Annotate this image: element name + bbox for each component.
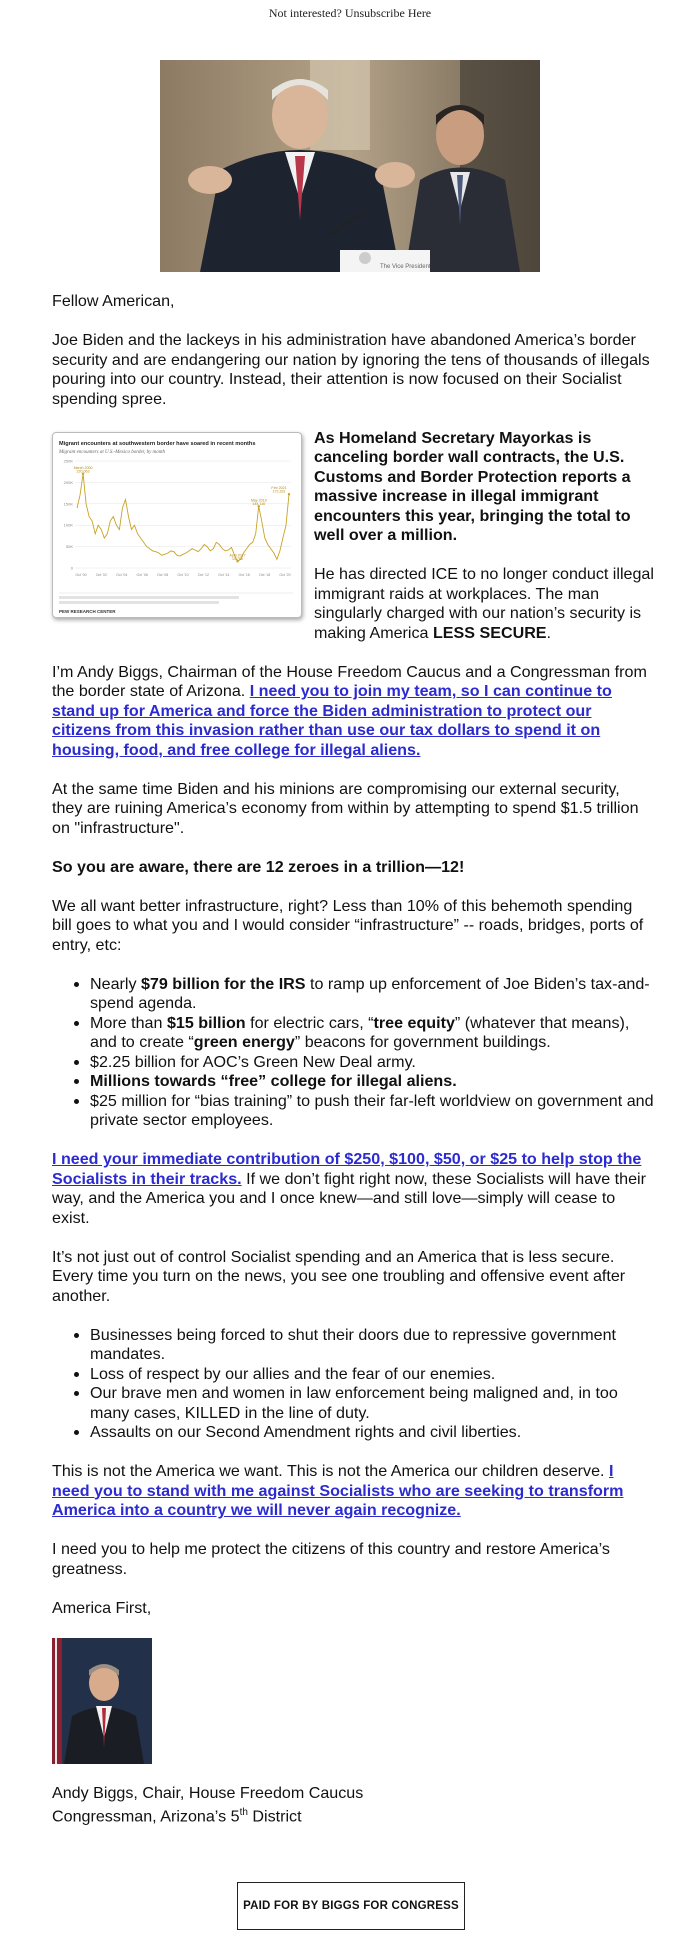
list-item-bold: $15 billion — [166, 1013, 246, 1032]
signature-title — [52, 1803, 654, 1827]
paid-for-text: PAID FOR BY BIGGS FOR CONGRESS — [243, 1900, 459, 1912]
x-tick-label: Oct '12 — [197, 572, 210, 577]
chart-plot-area — [64, 458, 291, 577]
portrait-image — [52, 1638, 152, 1764]
grievance-list — [52, 1326, 654, 1443]
chart-source: PEW RESEARCH CENTER — [59, 608, 116, 614]
x-tick-label: Oct '04 — [116, 572, 128, 577]
paragraph-stand-with-me — [52, 1462, 654, 1521]
paragraph-ice-end: . — [546, 623, 552, 642]
x-tick-label: Oct '08 — [156, 572, 169, 577]
list-item-bold: $79 billion for the IRS — [140, 974, 306, 993]
signature-photo — [52, 1638, 152, 1764]
chart-subtitle: Migrant encounters at U.S.-Mexico border, by month — [59, 449, 166, 455]
signature-title-text: Congressman, Arizona’s 5 — [52, 1807, 240, 1826]
list-item-bold: green energy — [193, 1033, 295, 1051]
signature-title-end: District — [247, 1807, 302, 1826]
y-tick-label: 50K — [65, 543, 73, 549]
list-item-text: More than — [90, 1013, 167, 1032]
unsubscribe-link[interactable]: Not interested? Unsubscribe Here — [268, 6, 432, 20]
x-tick-label: Oct '00 — [75, 572, 87, 577]
list-item: • $25 million for “bias training” to push their far-left worldview on government and private sector employees. — [90, 1092, 654, 1131]
list-item-text: ” (whatever that means), and to create “ — [90, 1013, 630, 1051]
x-tick-label: Oct '14 — [218, 572, 230, 577]
paragraph-biggs-text: I’m Andy Biggs, Chairman of the House Freedom Caucus and a Congressman from the border state of Arizona. — [52, 662, 647, 700]
list-item-text: ” beacons for government buildings. — [294, 1033, 551, 1051]
chart-series-line — [77, 473, 289, 561]
placard-text: The Vice President — [380, 264, 431, 270]
spending-list — [52, 975, 654, 1131]
list-item-text: for electric cars, “ — [245, 1013, 374, 1032]
chart-annotation-value: 144,116 — [252, 501, 266, 506]
y-tick-label: 100K — [63, 522, 73, 528]
unsubscribe-bar — [0, 6, 700, 21]
list-item — [90, 975, 654, 1014]
y-tick-label: 0 — [70, 565, 73, 570]
list-item: • Our brave men and women in law enforcement being maligned and, in too many cases, KILLED in the line of duty. — [90, 1384, 654, 1423]
paragraph-spending: We all want better infrastructure, right? Less than 10% of this behemoth spending bill goes to what you and I would consider “infrastructure” -- roads, bridges, ports of entry, etc: — [52, 896, 644, 954]
paragraph-ice-text: He has directed ICE to no longer conduct illegal immigrant raids at workplaces. The man singularly charged with our nation’s security is making America — [314, 565, 654, 642]
chart-annotation-label: April 2017 — [229, 552, 246, 557]
greeting: Fellow American, — [52, 292, 175, 310]
hero-photo — [160, 60, 540, 272]
signoff: America First, — [52, 1598, 152, 1617]
x-tick-label: Oct '06 — [136, 572, 148, 577]
paid-for-disclaimer — [237, 1882, 465, 1930]
chart-annotation-label: May 2019 — [250, 497, 267, 502]
list-item: • $2.25 billion for AOC’s Green New Deal army. — [90, 1053, 654, 1073]
list-item-bold: tree equity — [373, 1013, 455, 1032]
chart-annotation-value: 15,766 — [232, 556, 244, 561]
paragraph-infrastructure: At the same time Biden and his minions are compromising our external security, they are ruining America’s economy from within by attempting to spend $1.5 trillion on "infrastructure". — [52, 779, 639, 837]
paragraph-contribution-text: If we don’t fight right now, these Socialists will have their way, and the America you and I once knew—and still love—simply will cease to exist. — [52, 1169, 646, 1227]
paragraph-intro-biggs — [52, 663, 654, 761]
paragraph-intro: Joe Biden and the lackeys in his administration have abandoned America’s border security and are endangering our nation by ignoring the tens of thousands of illegals pouring into our country. Instead, their attention is now focused on their Socialist spending spree. — [52, 331, 650, 408]
less-secure-emphasis: LESS SECURE — [432, 623, 547, 642]
y-tick-label: 200K — [63, 479, 73, 485]
list-item: • Businesses being forced to shut their doors due to repressive government mandates. — [90, 1326, 654, 1365]
list-item: • Loss of respect by our allies and the fear of our enemies. — [90, 1365, 654, 1385]
paragraph-protect: I need you to help me protect the citizens of this country and restore America’s greatness. — [52, 1540, 610, 1578]
chart-annotation-label: Feb 2021 — [271, 485, 287, 490]
paragraph-mayorkas: As Homeland Secretary Mayorkas is canceling border wall contracts, the U.S. Customs and Border Protection reports a massive increase in illegal immigrant encounters this year, bringing the total to well over a million. — [314, 428, 631, 544]
chart-annotation-point — [288, 493, 290, 495]
chart-title: Migrant encounters at southwestern border have soared in recent months — [59, 440, 256, 447]
paragraph-stand-text: This is not the America we want. This is not the America our children deserve. — [52, 1462, 609, 1480]
border-encounters-chart — [52, 432, 302, 618]
paragraph-contribution — [52, 1150, 654, 1228]
paragraph-news: It’s not just out of control Socialist spending and an America that is less secure. Every time you turn on the news, you see one troubling and offensive event after another. — [52, 1247, 626, 1305]
signature-block — [52, 1784, 654, 1827]
list-item — [90, 1072, 654, 1092]
list-item-bold: Millions towards “free” college for illegal aliens. — [90, 1072, 457, 1090]
x-tick-label: Oct '02 — [95, 572, 108, 577]
trillion-emphasis: So you are aware, there are 12 zeroes in a trillion—12! — [52, 857, 465, 876]
y-tick-label: 250K — [63, 458, 73, 463]
list-item: • Assaults on our Second Amendment rights and civil liberties. — [90, 1423, 654, 1443]
email-body — [52, 292, 654, 1827]
chart-svg — [53, 433, 301, 617]
contribute-link[interactable]: I need your immediate contribution of $250, $100, $50, or $25 to help stop the Socialists in their tracks. — [52, 1150, 642, 1188]
chart-annotation-label: March 2000 — [73, 465, 93, 470]
join-team-link[interactable]: I need you to join my team, so I can continue to stand up for America and force the Biden administration to protect our citizens from this invasion rather than use our tax dollars to spend it on housing, food, and free college for illegal aliens. — [52, 682, 612, 759]
list-item-text: Nearly — [90, 974, 141, 993]
list-item-text: to ramp up enforcement of Joe Biden’s tax-and-spend agenda. — [90, 974, 650, 1012]
x-tick-label: Oct '18 — [258, 572, 271, 577]
chart-annotation-value: 172,331 — [272, 489, 286, 494]
list-item — [90, 1014, 654, 1053]
signature-title-sup: th — [239, 1807, 248, 1818]
chart-annotation-value: 220,063 — [76, 468, 90, 473]
signature-name: Andy Biggs, Chair, House Freedom Caucus — [52, 1783, 364, 1802]
hero-photo-image — [160, 60, 540, 272]
x-tick-label: Oct '16 — [238, 572, 250, 577]
x-tick-label: Oct '10 — [177, 572, 189, 577]
y-tick-label: 150K — [63, 500, 73, 506]
x-tick-label: Oct '20 — [279, 572, 291, 577]
paragraph-trillion — [52, 858, 654, 878]
stand-with-me-link[interactable]: I need you to stand with me against Socialists who are seeking to transform America into a country we will never again recognize. — [52, 1462, 624, 1519]
